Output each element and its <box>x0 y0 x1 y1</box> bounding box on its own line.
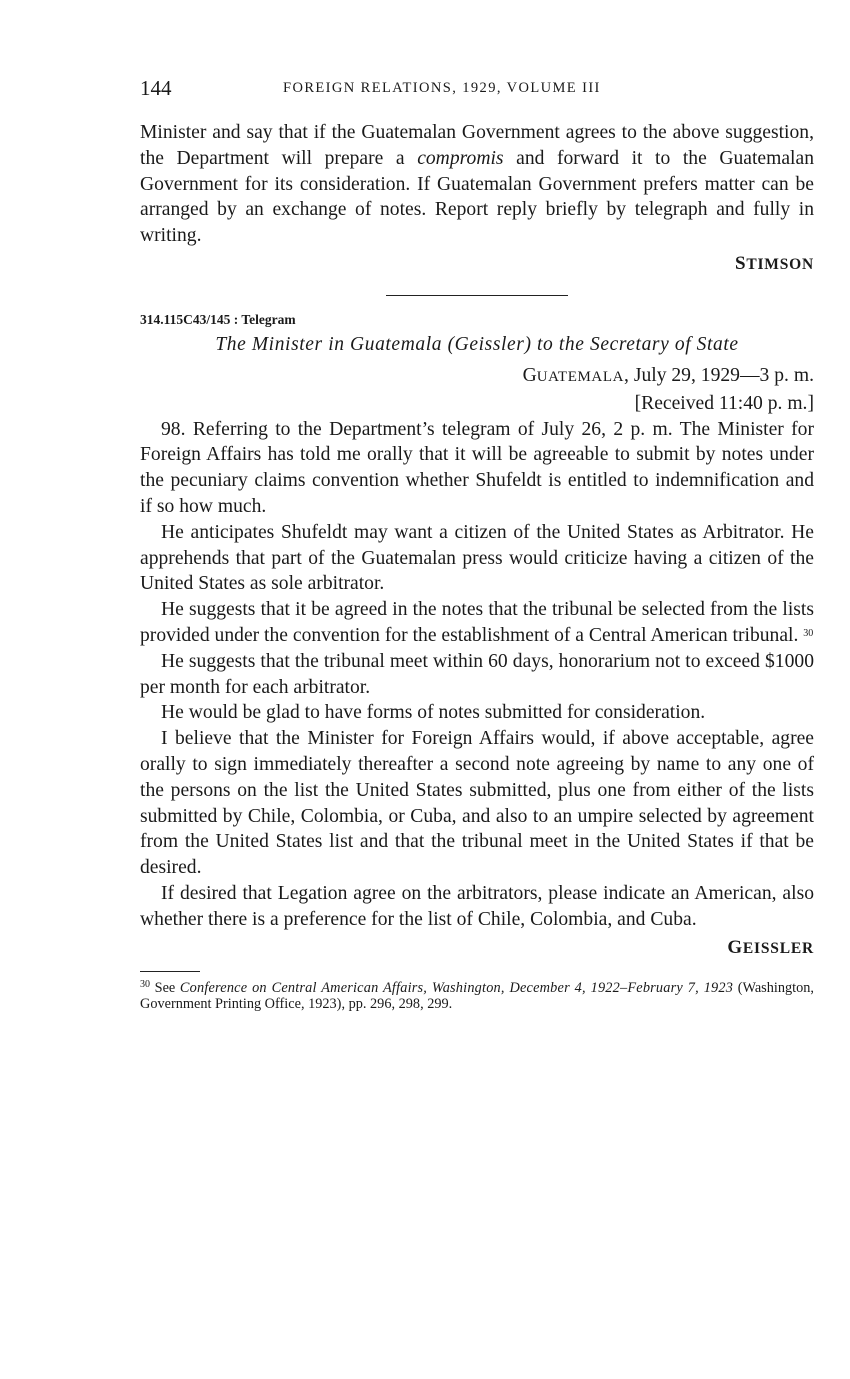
text-run: See <box>150 979 180 996</box>
paragraph: 98. Referring to the Department’s telegram of July 26, 2 p. m. The Minister for Foreign Affairs has told me orally that it will be agreeable to submit by notes under the pecuniary claims convention whether Shufeldt is entitled to indemnification and if so how much. <box>140 418 814 517</box>
body-text <box>140 120 814 1013</box>
signature-rest: EISSLER <box>742 939 814 957</box>
paragraph <box>140 597 814 649</box>
page-number: 144 <box>140 76 172 100</box>
continuation-paragraph <box>140 120 814 249</box>
italic-term: compromis <box>417 147 504 169</box>
footnote <box>140 980 814 1013</box>
paragraph: He anticipates Shufeldt may want a citizen of the United States as Arbitrator. He apprehends that part of the Guatemalan press would criticize having a citizen of the United States as sole arbitrator. <box>140 521 814 595</box>
place-initial: G <box>522 364 537 386</box>
signature-rest: TIMSON <box>746 255 814 273</box>
paragraph: He suggests that the tribunal meet within 60 days, honorarium not to exceed $1000 per month for each arbitrator. <box>140 650 814 698</box>
title-name: Geissler <box>454 333 525 355</box>
citation-title: Conference on Central American Affairs, Washington, December 4, 1922–February 7, 1923 <box>179 979 734 996</box>
text-run: (Washington, Government Printing Office, 1923), pp. 296, 298, 299. <box>140 979 814 1013</box>
text-run: and forward it to the Guatemalan Government for its consideration. If Guatemalan Government prefers matter can be arranged by an exchange of notes. Report reply briefly by telegraph and fully in writing. <box>140 147 814 247</box>
text-run: Minister and say that if the Guatemalan Government agrees to the above suggestion, the Department will prepare a <box>140 122 814 169</box>
date-text: , July 29, 1929—3 p. m. <box>624 364 814 386</box>
file-reference: 314.115C43/145 : Telegram <box>140 311 296 327</box>
document-title <box>140 334 814 356</box>
text-run: He suggests that it be agreed in the notes that the tribunal be selected from the lists provided under the convention for the establishment of a Central American tribunal. <box>140 599 814 646</box>
dateline <box>140 363 814 391</box>
title-text: ) to the Secretary of State <box>524 333 739 355</box>
footnote-marker: 30 <box>803 627 814 639</box>
paragraph: If desired that Legation agree on the arbitrators, please indicate an American, also whether there is a preference for the list of Chile, Colombia, and Cuba. <box>140 882 814 930</box>
page-header <box>140 76 814 102</box>
footnote-divider <box>140 971 200 972</box>
signature-stimson <box>140 253 814 275</box>
title-text: The Minister in Guatemala ( <box>215 333 455 355</box>
section-divider <box>386 295 568 296</box>
signature-initial: S <box>734 252 747 274</box>
place-rest: UATEMALA <box>536 368 625 385</box>
footnote-number: 30 <box>140 978 150 990</box>
signature-initial: G <box>727 936 743 958</box>
received-line: [Received 11:40 p. m.] <box>634 392 814 414</box>
paragraph: I believe that the Minister for Foreign Affairs would, if above acceptable, agree orally to sign immediately thereafter a second note agreeing by name to any one of the persons on the list the United States submitted, plus one from either of the lists submitted by Chile, Colombia, or Cuba, and also to an umpire selected by agreement from the United States list and that the tribunal meet in the United States if that be desired. <box>140 728 814 879</box>
signature-geissler <box>140 937 814 959</box>
running-head: FOREIGN RELATIONS, 1929, VOLUME III <box>283 80 601 96</box>
paragraph: He would be glad to have forms of notes submitted for consideration. <box>161 702 706 724</box>
